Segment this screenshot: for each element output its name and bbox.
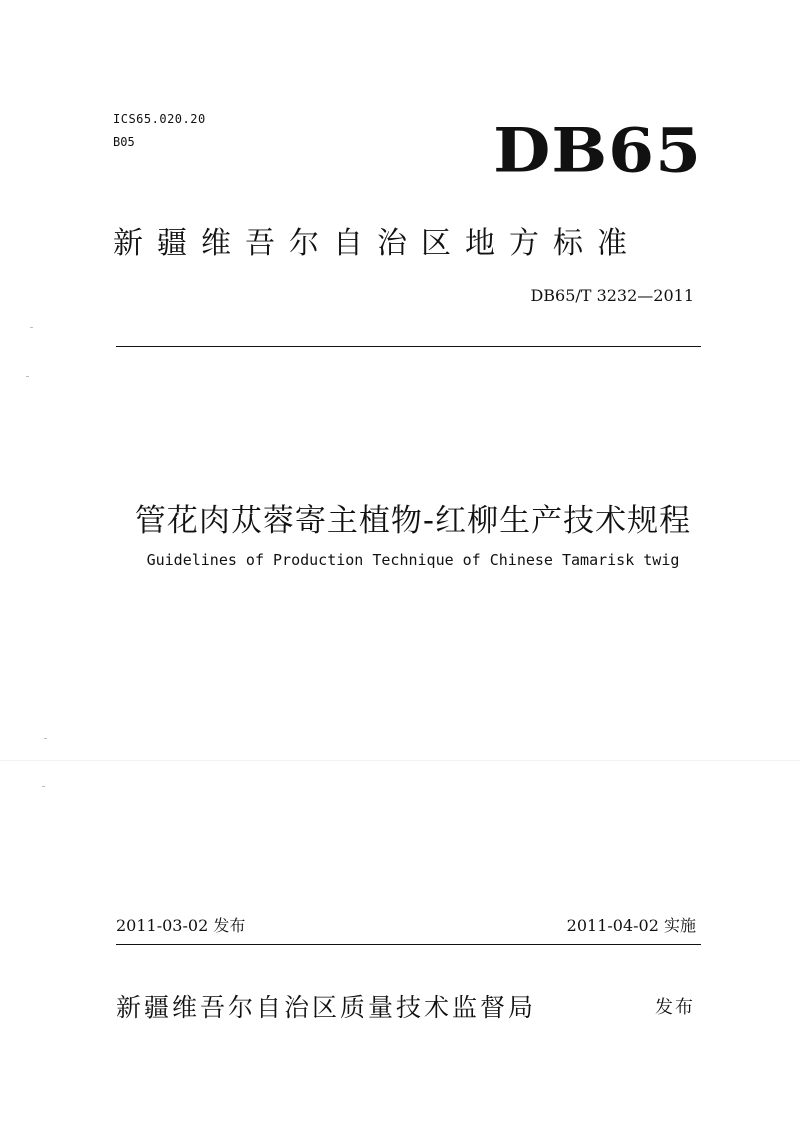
issuing-authority-suffix: 发布 — [655, 997, 695, 1018]
bottom-divider — [116, 944, 701, 945]
standard-number: DB65/T 3232—2011 — [530, 286, 694, 305]
implementation-date: 2011-04-02 实施 — [566, 916, 696, 935]
scan-speck — [26, 376, 29, 377]
scan-fold-line — [0, 760, 800, 761]
ics-number: ICS65.020.20 — [113, 112, 206, 126]
document-title-chinese: 管花肉苁蓉寄主植物-红柳生产技术规程 — [134, 503, 692, 539]
scan-speck — [30, 327, 33, 328]
issue-date: 2011-03-02 发布 — [116, 916, 246, 935]
ccs-number: B05 — [113, 135, 135, 149]
top-divider — [116, 346, 701, 347]
document-title-english: Guidelines of Production Technique of Chinese Tamarisk twig — [146, 551, 680, 569]
standard-code-logo: DB65 — [493, 114, 702, 187]
scan-speck — [44, 738, 47, 739]
scan-speck — [42, 786, 45, 787]
standard-type-heading: 新疆维吾尔自治区地方标准 — [113, 226, 641, 261]
issuing-authority: 新疆维吾尔自治区质量技术监督局 — [116, 993, 537, 1022]
